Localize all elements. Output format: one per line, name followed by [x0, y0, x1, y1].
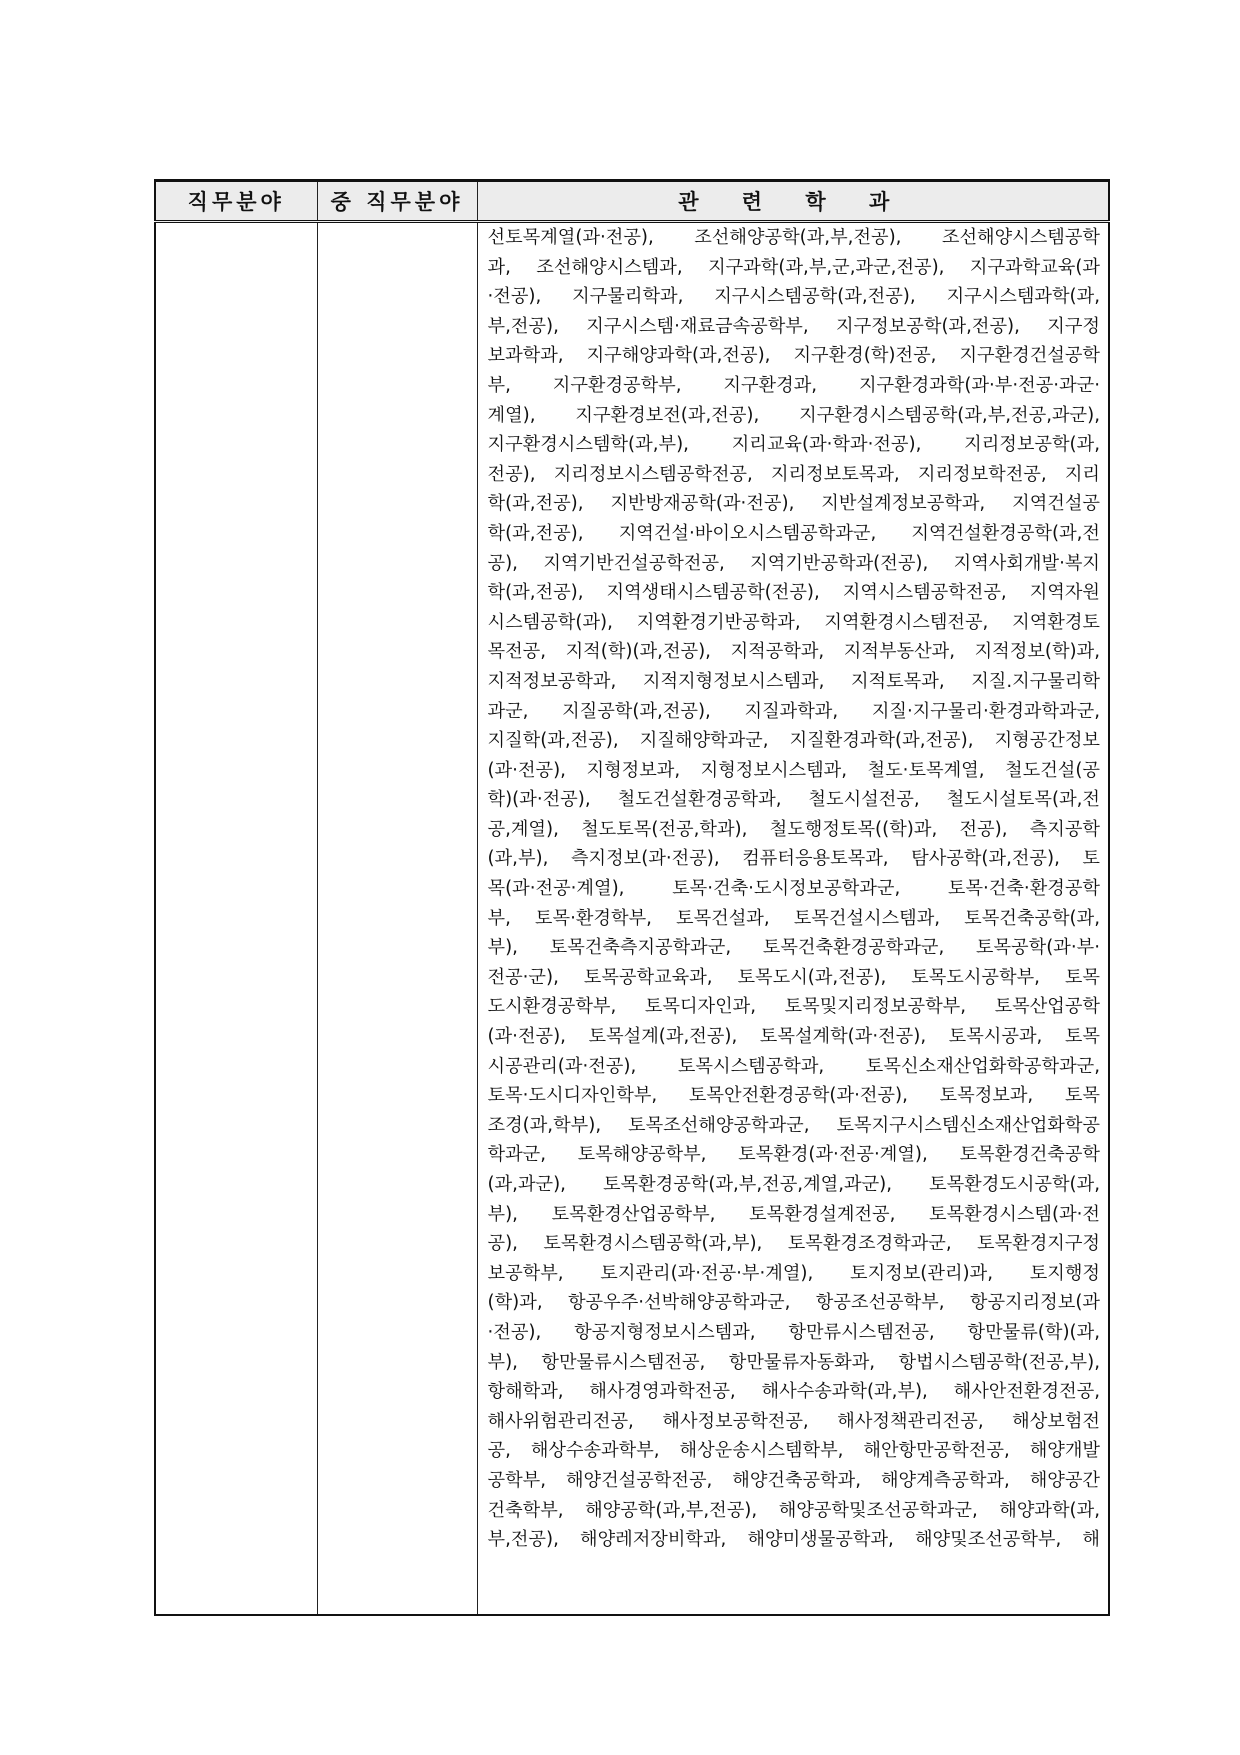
dept-line: 부, 지구환경공학부, 지구환경과, 지구환경과학(과·부·전공·과군· — [487, 374, 1100, 396]
dept-line — [488, 1555, 1101, 1585]
dept-line: 부), 토목건축측지공학과군, 토목건축환경공학과군, 토목공학(과·부· — [487, 937, 1100, 959]
dept-line: 보과학과, 지구해양과학(과,전공), 지구환경(학)전공, 지구환경건설공학 — [487, 345, 1100, 367]
dept-line: 선토목계열(과·전공), 조선해양공학(과,부,전공), 조선해양시스템공학 — [487, 227, 1100, 248]
dept-line: 시스템공학(과), 지역환경기반공학과, 지역환경시스템전공, 지역환경토 — [487, 611, 1100, 633]
dept-line: 학(과,전공), 지역생태시스템공학(전공), 지역시스템공학전공, 지역자원 — [487, 582, 1100, 604]
dept-line: ·전공), 지구물리학과, 지구시스템공학(과,전공), 지구시스템과학(과, — [487, 286, 1100, 308]
dept-line: 공), 토목환경시스템공학(과,부), 토목환경조경학과군, 토목환경지구정 — [487, 1233, 1100, 1255]
dept-line: 과군, 지질공학(과,전공), 지질과학과, 지질·지구물리·환경과학과군, — [487, 700, 1100, 722]
dept-line: (과,부), 측지정보(과·전공), 컴퓨터응용토목과, 탐사공학(과,전공), 토 — [487, 848, 1100, 870]
dept-line: 학(과,전공), 지역건설·바이오시스템공학과군, 지역건설환경공학(과,전 — [487, 522, 1100, 544]
header-sub-job-field: 중 직무분야 — [317, 181, 477, 222]
dept-line: 과, 조선해양시스템과, 지구과학(과,부,군,과군,전공), 지구과학교육(과 — [487, 256, 1100, 278]
dept-line: 공), 지역기반건설공학전공, 지역기반공학과(전공), 지역사회개발·복지 — [487, 552, 1100, 574]
dept-line: 전공·군), 토목공학교육과, 토목도시(과,전공), 토목도시공학부, 토목 — [487, 966, 1100, 988]
dept-line: 학)(과·전공), 철도건설환경공학과, 철도시설전공, 철도시설토목(과,전 — [487, 789, 1100, 811]
dept-line: 도시환경공학부, 토목디자인과, 토목및지리정보공학부, 토목산업공학 — [487, 996, 1100, 1018]
dept-line: 부,전공), 지구시스템·재료금속공학부, 지구정보공학(과,전공), 지구정 — [487, 315, 1100, 337]
dept-line: 토목·도시디자인학부, 토목안전환경공학(과·전공), 토목정보과, 토목 — [487, 1085, 1100, 1107]
header-related-departments: 관 련 학 과 — [477, 181, 1109, 222]
job-field-cell — [155, 222, 317, 1615]
dept-line — [488, 1584, 1101, 1614]
dept-line: 학(과,전공), 지반방재공학(과·전공), 지반설계정보공학과, 지역건설공 — [487, 493, 1100, 515]
dept-line: 지질학(과,전공), 지질해양학과군, 지질환경과학(과,전공), 지형공간정보 — [487, 730, 1100, 752]
dept-line: 목전공, 지적(학)(과,전공), 지적공학과, 지적부동산과, 지적정보(학)과, — [487, 641, 1100, 663]
header-job-field: 직무분야 — [155, 181, 317, 222]
dept-line: 항해학과, 해사경영과학전공, 해사수송과학(과,부), 해사안전환경전공, — [487, 1381, 1100, 1403]
dept-line: 부,전공), 해양레저장비학과, 해양미생물공학과, 해양및조선공학부, 해 — [487, 1529, 1100, 1551]
dept-line: 부, 토목·환경학부, 토목건설과, 토목건설시스템과, 토목건축공학(과, — [487, 907, 1100, 929]
dept-line: 보공학부, 토지관리(과·전공·부·계열), 토지정보(관리)과, 토지행정 — [487, 1262, 1100, 1284]
dept-line: 학과군, 토목해양공학부, 토목환경(과·전공·계열), 토목환경건축공학 — [487, 1144, 1100, 1166]
dept-line: 지구환경시스템학(과,부), 지리교육(과·학과·전공), 지리정보공학(과, — [487, 434, 1100, 456]
dept-line: 해사위험관리전공, 해사정보공학전공, 해사정책관리전공, 해상보험전 — [487, 1410, 1100, 1432]
dept-line: 조경(과,학부), 토목조선해양공학과군, 토목지구시스템신소재산업화학공 — [487, 1114, 1100, 1136]
dept-line: 공학부, 해양건설공학전공, 해양건축공학과, 해양계측공학과, 해양공간 — [487, 1469, 1100, 1491]
dept-line: 공, 해상수송과학부, 해상운송시스템학부, 해안항만공학전공, 해양개발 — [487, 1440, 1100, 1462]
dept-line: ·전공), 항공지형정보시스템과, 항만류시스템전공, 항만물류(학)(과, — [487, 1321, 1100, 1343]
dept-line: (학)과, 항공우주·선박해양공학과군, 항공조선공학부, 항공지리정보(과 — [487, 1292, 1100, 1314]
dept-line: 부), 항만물류시스템전공, 항만물류자동화과, 항법시스템공학(전공,부), — [487, 1351, 1100, 1373]
sub-job-field-cell — [317, 222, 477, 1615]
dept-line: (과·전공), 지형정보과, 지형정보시스템과, 철도·토목계열, 철도건설(공 — [487, 759, 1100, 781]
dept-line: 부), 토목환경산업공학부, 토목환경설계전공, 토목환경시스템(과·전 — [487, 1203, 1100, 1225]
related-departments-table — [154, 179, 1110, 1616]
dept-line: (과,과군), 토목환경공학(과,부,전공,계열,과군), 토목환경도시공학(과, — [487, 1174, 1100, 1195]
dept-line: 건축학부, 해양공학(과,부,전공), 해양공학및조선공학과군, 해양과학(과, — [487, 1499, 1100, 1521]
dept-line: 공,계열), 철도토목(전공,학과), 철도행정토목((학)과, 전공), 측지공학 — [487, 818, 1100, 840]
related-departments-cell — [477, 222, 1109, 1615]
table-row — [155, 222, 1109, 1615]
dept-line: 지적정보공학과, 지적지형정보시스템과, 지적토목과, 지질.지구물리학 — [487, 670, 1100, 692]
table-header-row — [155, 181, 1109, 222]
dept-line: 전공), 지리정보시스템공학전공, 지리정보토목과, 지리정보학전공, 지리 — [487, 463, 1100, 485]
dept-line: 시공관리(과·전공), 토목시스템공학과, 토목신소재산업화학공학과군, — [487, 1055, 1100, 1077]
dept-line: (과·전공), 토목설계(과,전공), 토목설계학(과·전공), 토목시공과, 토목 — [487, 1026, 1100, 1048]
dept-line: 계열), 지구환경보전(과,전공), 지구환경시스템공학(과,부,전공,과군), — [487, 404, 1100, 426]
dept-line: 목(과·전공·계열), 토목·건축·도시정보공학과군, 토목·건축·환경공학 — [487, 878, 1100, 900]
